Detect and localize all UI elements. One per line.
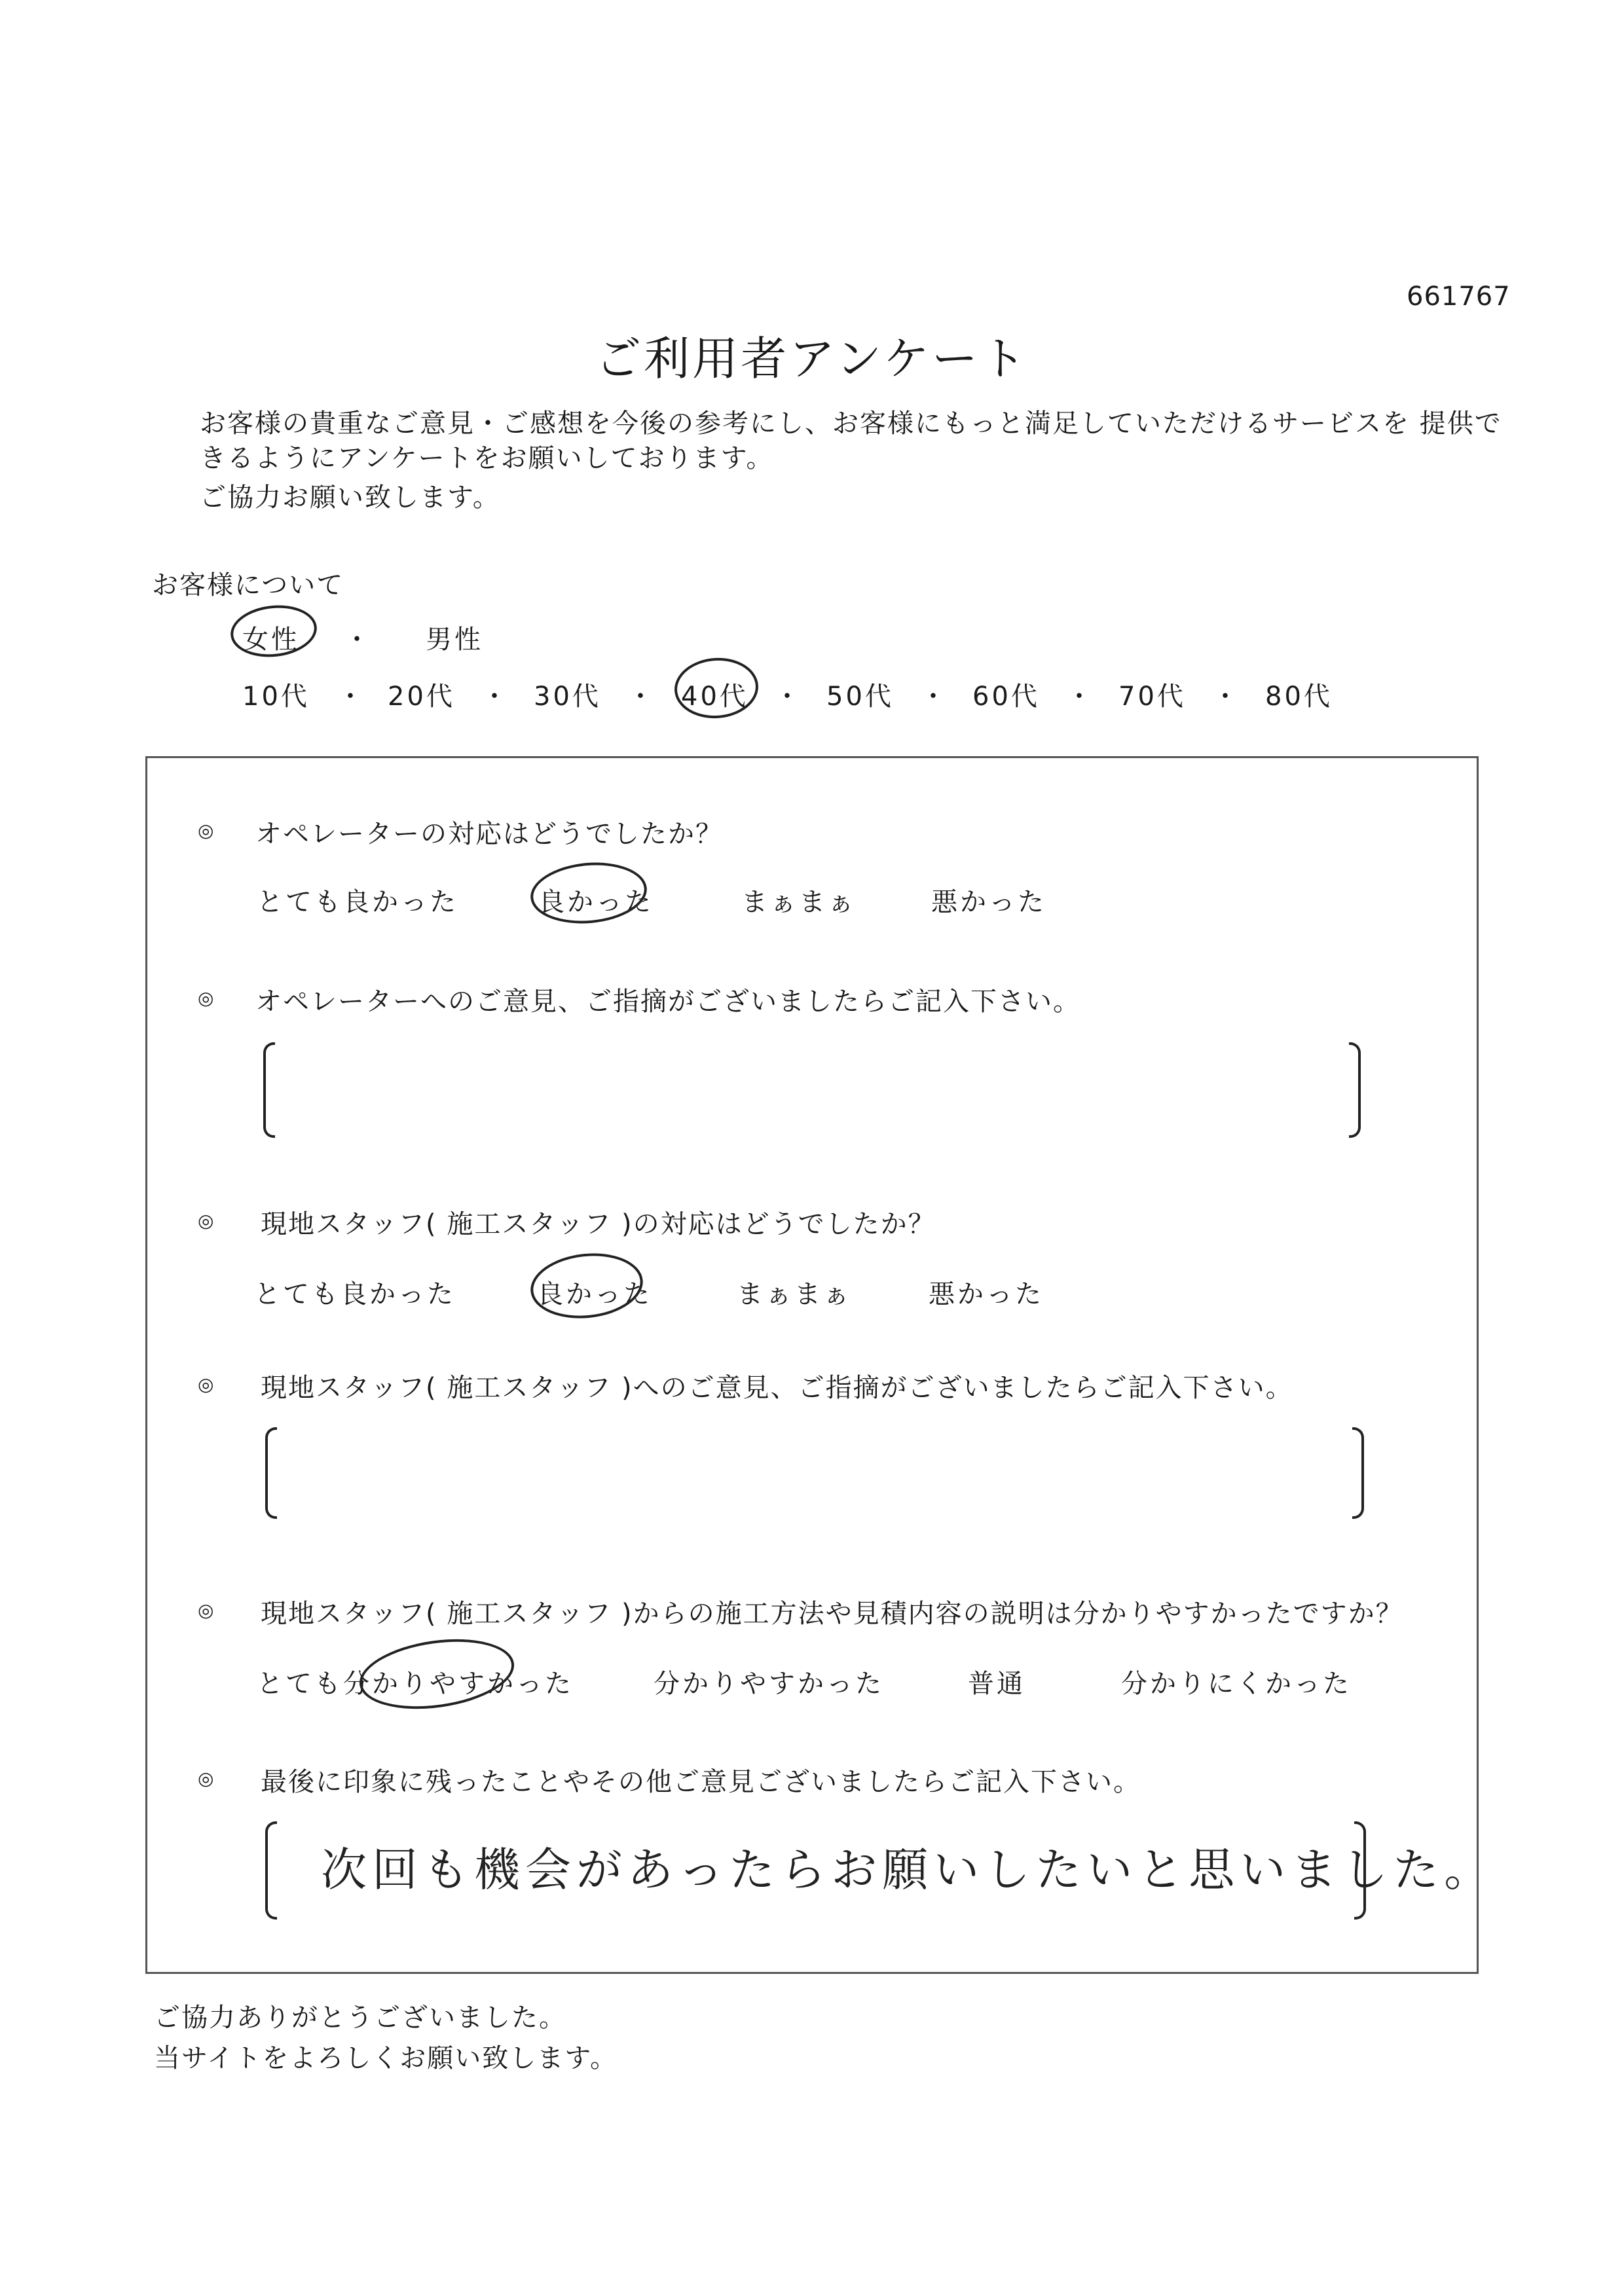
question-staff-response: 現地スタッフ( 施工スタッフ )の対応はどうでしたか？ [261, 1209, 936, 1239]
age-separator: ・ [1066, 682, 1092, 712]
q3-option-very-good[interactable]: とても良かった [254, 1279, 456, 1309]
age-option-20s[interactable]: 20代 [388, 682, 455, 712]
q3-option-bad[interactable]: 悪かった [929, 1279, 1044, 1309]
bullet-icon: ◎ [198, 1210, 214, 1231]
answer-bracket-left [265, 1821, 277, 1920]
age-option-40s[interactable]: 40代 [681, 682, 748, 712]
customer-section-label: お客様について [152, 570, 344, 600]
age-separator: ・ [627, 682, 654, 712]
age-option-30s[interactable]: 30代 [534, 682, 601, 712]
q3-option-so-so[interactable]: まぁまぁ [737, 1279, 852, 1309]
answer-bracket-right [1349, 1042, 1361, 1138]
q5-option-average[interactable]: 普通 [968, 1669, 1025, 1699]
bullet-icon: ◎ [198, 1374, 214, 1395]
answer-bracket-right [1354, 1821, 1366, 1920]
answer-bracket-left [263, 1042, 275, 1138]
age-option-10s[interactable]: 10代 [242, 682, 310, 712]
q5-option-unclear[interactable]: 分かりにくかった [1121, 1669, 1352, 1699]
intro-line-2: きるようにアンケートをお願いしております。 [200, 443, 774, 473]
age-separator: ・ [337, 682, 363, 712]
answer-bracket-right [1352, 1427, 1364, 1519]
intro-line-3: ご協力お願い致します。 [200, 483, 500, 513]
footer-request: 当サイトをよろしくお願い致します。 [154, 2043, 618, 2073]
q1-option-so-so[interactable]: まぁまぁ [741, 887, 857, 917]
answer-bracket-left [265, 1427, 277, 1519]
footer-thanks: ご協力ありがとうございました。 [154, 2003, 566, 2033]
bullet-icon: ◎ [198, 1599, 214, 1621]
gender-option-female[interactable]: 女性 [242, 625, 300, 655]
q6-handwritten-answer[interactable]: 次回も機会があったらお願いしたいと思いました。 [321, 1843, 1496, 1897]
q1-option-good[interactable]: 良かった [538, 887, 654, 917]
age-option-80s[interactable]: 80代 [1265, 682, 1333, 712]
q5-option-very-clear[interactable]: とても分かりやすかった [257, 1669, 574, 1699]
bullet-icon: ◎ [198, 1768, 214, 1789]
q1-option-very-good[interactable]: とても良かった [257, 887, 458, 917]
document-id: 661767 [1407, 282, 1511, 312]
gender-option-male[interactable]: 男性 [426, 625, 483, 655]
age-separator: ・ [1212, 682, 1238, 712]
q3-option-good[interactable]: 良かった [537, 1279, 652, 1309]
bullet-icon: ◎ [198, 987, 214, 1009]
page-title: ご利用者アンケート [595, 332, 1029, 386]
age-option-50s[interactable]: 50代 [826, 682, 894, 712]
q5-option-clear[interactable]: 分かりやすかった [654, 1669, 884, 1699]
question-operator-response: オペレーターの対応はどうでしたか？ [255, 819, 723, 849]
question-operator-comments: オペレーターへのご意見、ご指摘がございましたらご記入下さい。 [255, 987, 1080, 1017]
question-final-comments: 最後に印象に残ったことやその他ご意見ございましたらご記入下さい。 [261, 1767, 1141, 1797]
age-separator: ・ [481, 682, 507, 712]
question-staff-comments: 現地スタッフ( 施工スタッフ )へのご意見、ご指摘がございましたらご記入下さい。 [261, 1373, 1293, 1403]
q1-option-bad[interactable]: 悪かった [931, 887, 1046, 917]
question-staff-explanation: 現地スタッフ( 施工スタッフ )からの施工方法や見積内容の説明は分かりやすかったですか？ [261, 1599, 1403, 1629]
bullet-icon: ◎ [198, 820, 214, 841]
age-separator: ・ [920, 682, 946, 712]
intro-line-1: お客様の貴重なご意見・ご感想を今後の参考にし、お客様にもっと満足していただけるサービスを 提供で [200, 409, 1502, 439]
age-separator: ・ [774, 682, 800, 712]
gender-separator: ・ [344, 625, 370, 655]
age-option-60s[interactable]: 60代 [972, 682, 1040, 712]
age-option-70s[interactable]: 70代 [1118, 682, 1186, 712]
